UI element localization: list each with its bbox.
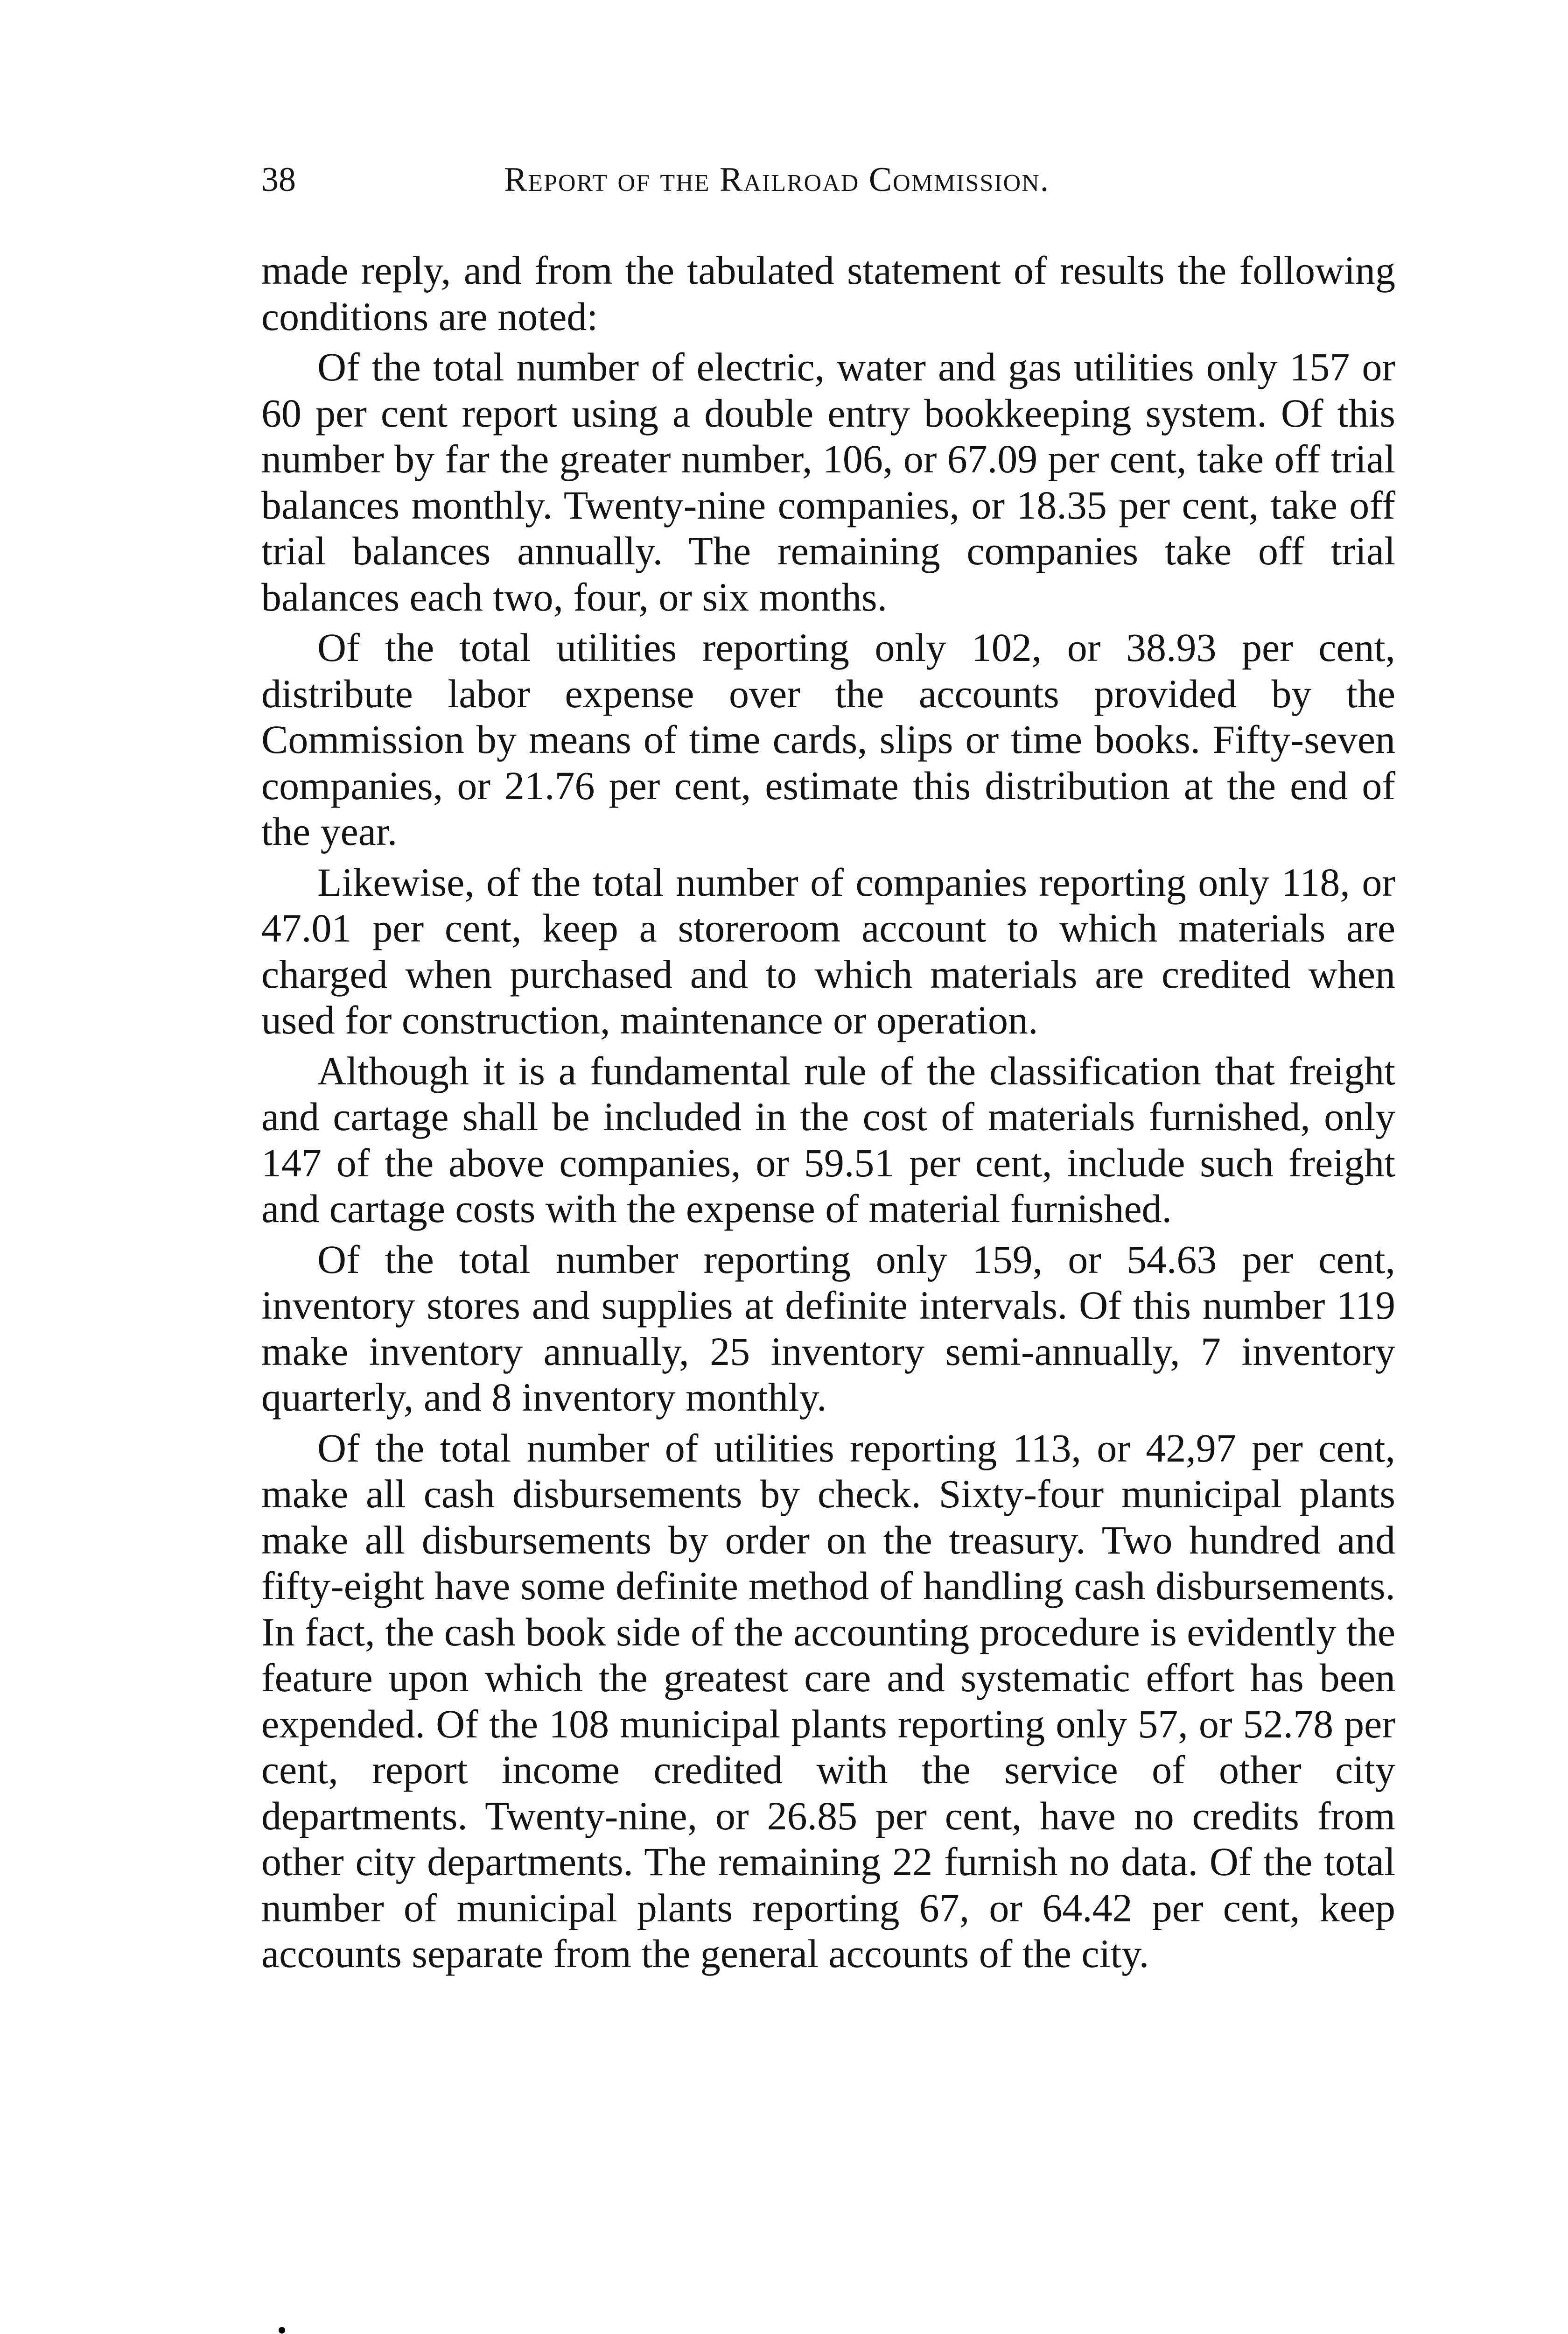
- paragraph-continued: made reply, and from the tabulated statement of results the following conditions are noted:: [261, 248, 1395, 339]
- paragraph-labor-expense: Of the total utilities reporting only 102, or 38.93 per cent, distribute labor expense over the accounts provided by the Commission by means of time cards, slips or time books. Fifty-seven companies, or 21.76 per cent, estimate this distribution at the end of the year.: [261, 625, 1395, 854]
- paragraph-storeroom: Likewise, of the total number of companies reporting only 118, or 47.01 per cent, keep a storeroom account to which materials are charged when purchased and to which materials are credited when used for construction, maintenance or operation.: [261, 859, 1395, 1042]
- paragraph-inventory: Of the total number reporting only 159, or 54.63 per cent, inventory stores and supplies at definite intervals. Of this number 119 make inventory annually, 25 inventory semi-annually, 7 inventory quarterly, and 8 inventory monthly.: [261, 1237, 1395, 1420]
- body-text: [261, 247, 1395, 1982]
- page-number: 38: [261, 161, 296, 199]
- paragraph-cash-disbursements: Of the total number of utilities reporting 113, or 42,97 per cent, make all cash disbursements by check. Sixty-four municipal plants make all disbursements by order on the treasury. Two hundred and fifty-eight have some definite method of handling cash disbursements. In fact, the cash book side of the accounting procedure is evidently the feature upon which the greatest care and systematic effort has been expended. Of the 108 municipal plants reporting only 57, or 52.78 per cent, report income credited with the service of other city departments. Twenty-nine, or 26.85 per cent, have no credits from other city departments. The remaining 22 furnish no data. Of the total number of municipal plants reporting 67, or 64.42 per cent, keep accounts separate from the general accounts of the city.: [261, 1425, 1395, 1976]
- page-header: [261, 154, 1381, 219]
- running-head: Report of the Railroad Commission.: [504, 161, 1050, 199]
- speck-mark: [279, 2327, 285, 2334]
- paragraph-bookkeeping: Of the total number of electric, water and gas utilities only 157 or 60 per cent report using a double entry bookkeeping system. Of this number by far the greater number, 106, or 67.09 per cent, take off trial balances monthly. Twenty-nine companies, or 18.35 per cent, take off trial balances annually. The remaining companies take off trial balances each two, four, or six months.: [261, 344, 1395, 619]
- paragraph-freight-cartage: Although it is a fundamental rule of the classification that freight and cartage shall be included in the cost of materials furnished, only 147 of the above companies, or 59.51 per cent, include such freight and cartage costs with the expense of material furnished.: [261, 1048, 1395, 1231]
